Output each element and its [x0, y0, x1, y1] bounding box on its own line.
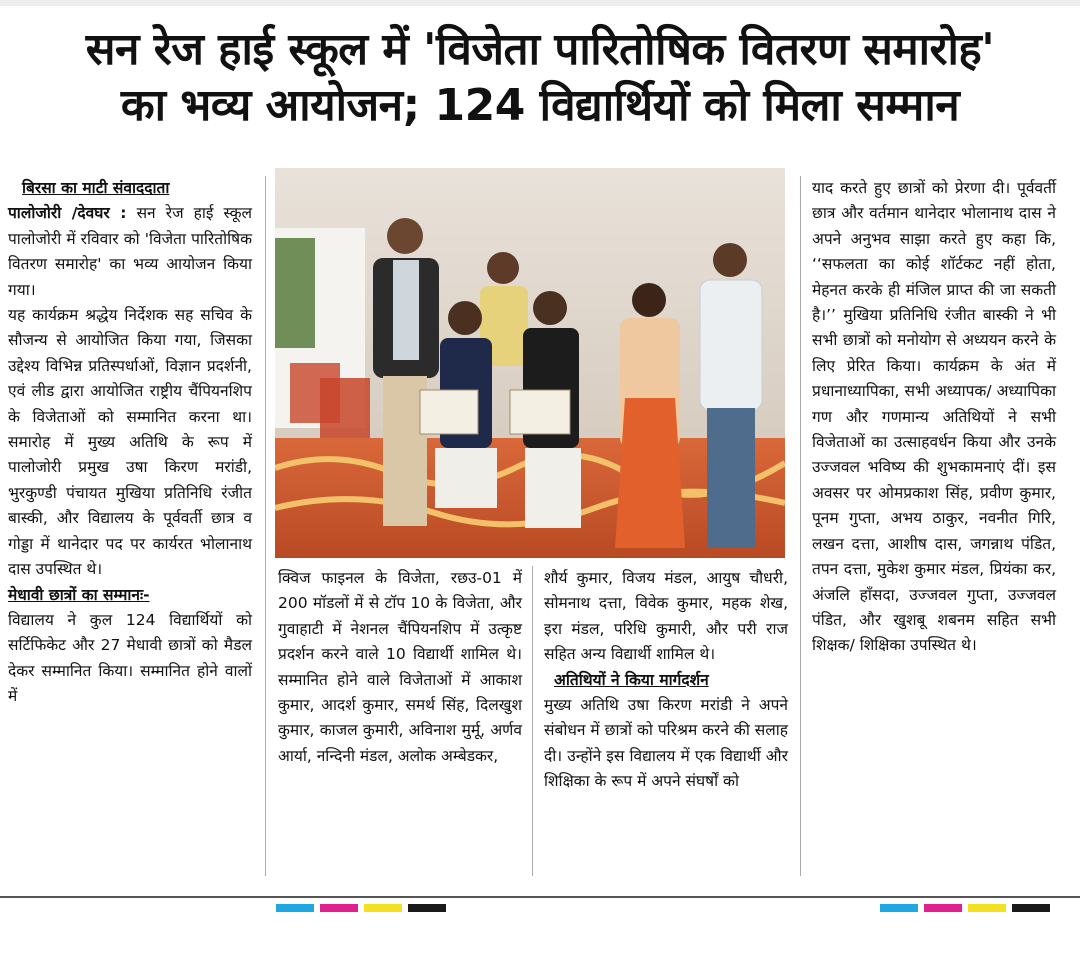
headline-line-2: का भव्य आयोजन; 124 विद्यार्थियों को मिला सम्मान	[120, 80, 960, 131]
bottom-rule	[0, 896, 1080, 898]
paragraph-winners: क्विज फाइनल के विजेता, रछउ-01 में 200 मॉडलों में से टॉप 10 के विजेता, और गुवाहाटी में नेशनल चैंपियनशिप में उत्कृष्ट प्रदर्शन करने वाले 10 विद्यार्थी शामिल थे। सम्मानित होने वाले विजेताओं में आकाश कुमार, आदर्श कुमार, समर्थ सिंह, दिलखुश कुमार, काजल कुमारी, अविनाश मुर्मू, अर्णव आर्या, नन्दिनी मंडल, अलोक अम्बेडकर,	[278, 569, 522, 765]
headline-line-1: सन रेज हाई स्कूल में 'विजेता पारितोषिक वितरण समारोह'	[85, 24, 995, 75]
headline	[0, 22, 1080, 134]
paragraph-intro	[8, 201, 252, 303]
byline: बिरसा का माटी संवाददाता	[22, 179, 170, 197]
article-column-1	[8, 176, 252, 710]
paragraph-winners-continued: शौर्य कुमार, विजय मंडल, आयुष चौधरी, सोमनाथ दत्ता, विवेक कुमार, महक शेख, इरा मंडल, परिधि कुमारी, और परी राज सहित अन्य विद्यार्थी शामिल थे।	[544, 569, 788, 664]
color-bar-black	[408, 904, 446, 912]
paragraph-guest-speech: मुख्य अतिथि उषा किरण मरांडी ने अपने संबोधन में छात्रों को परिश्रम करने की सलाह दी। उन्होंने इस विद्यालय में एक विद्यार्थी और शिक्षिका के रूप में अपने संघर्षों को	[544, 696, 789, 791]
color-bar-cyan	[880, 904, 918, 912]
article-column-4	[812, 176, 1056, 659]
color-bar-yellow	[968, 904, 1006, 912]
color-bar-magenta	[320, 904, 358, 912]
color-bar-yellow	[364, 904, 402, 912]
paragraph-purpose: यह कार्यक्रम श्रद्धेय निर्देशक सह सचिव के सौजन्य से आयोजित किया गया, जिसका उद्देश्य विभिन्न प्रतिस्पर्धाओं, विज्ञान प्रदर्शनी, एवं लीड द्वारा आयोजित राष्ट्रीय चैंपियनशिप के विजेताओं को सम्मानित करना था। समारोह में मुख्य अतिथि के रूप में पालोजोरी प्रमुख उषा किरण मरांडी, भुरकुण्डी पंचायत मुखिया प्रतिनिधि रंजीत बास्की, और विद्यालय के पूर्ववर्ती छात्र व गोड्डा में थानेदार पद पर कार्यरत भोलानाथ दास उपस्थित थे।	[8, 306, 252, 579]
column-rule	[532, 566, 533, 876]
color-bar-black	[1012, 904, 1050, 912]
article-column-2	[278, 566, 522, 769]
color-bar-cyan	[276, 904, 314, 912]
dateline: पालोजोरी /देवघर :	[8, 204, 127, 223]
column-rule	[265, 176, 266, 876]
subhead-guests: अतिथियों ने किया मार्गदर्शन	[554, 670, 709, 689]
paragraph-conclusion: याद करते हुए छात्रों को प्रेरणा दी। पूर्ववर्ती छात्र और वर्तमान थानेदार भोलानाथ दास ने अपने अनुभव साझा करते हुए कहा कि, ‘‘सफलता का कोई शॉर्टकट नहीं होता, मेहनत करके ही मंजिल प्राप्त की जा सकती है।’’ मुखिया प्रतिनिधि रंजीत बास्की ने भी सभी छात्रों को मनोयोग से अध्ययन करने के लिए प्रेरित किया। कार्यक्रम के अंत में प्रधानाध्यापिका, सभी अध्यापक/ अध्यापिका गण और गणमान्य अतिथियों ने सभी विजेताओं का उत्साहवर्धन किया और उनके उज्जवल भविष्य की शुभकामनाएं दीं। इस अवसर पर ओमप्रकाश सिंह, प्रवीण कुमार, पूनम गुप्ता, अभय ठाकुर, नवनीत गिरि, लखन दत्ता, आशीष दास, जगन्नाथ पंडित, तपन दत्ता, मुकेश कुमार मंडल, प्रियंका कर, अंजलि हाँसदा, उज्जवल गुप्ता, उज्जवल पंडित, और खुशबू शबनम सहित सभी शिक्षक/ शिक्षिका उपस्थित थे।	[812, 179, 1056, 655]
paragraph-intro-text: सन रेज हाई स्कूल पालोजोरी में रविवार को 'विजेता पारितोषिक वितरण समारोह' का भव्य आयोजन किया गया।	[8, 204, 252, 299]
event-photo	[275, 168, 785, 558]
column-rule	[800, 176, 801, 876]
article-column-3	[544, 566, 788, 795]
subhead-meritorious: मेधावी छात्रों का सम्मानः-	[8, 585, 150, 604]
event-photo-illustration	[275, 168, 785, 558]
paragraph-awards: विद्यालय ने कुल 124 विद्यार्थियों को सर्टिफिकेट और 27 मेधावी छात्रों को मैडल देकर सम्मानित किया। सम्मानित होने वालों में	[8, 610, 252, 706]
page-top-edge	[0, 0, 1080, 6]
color-bar-magenta	[924, 904, 962, 912]
